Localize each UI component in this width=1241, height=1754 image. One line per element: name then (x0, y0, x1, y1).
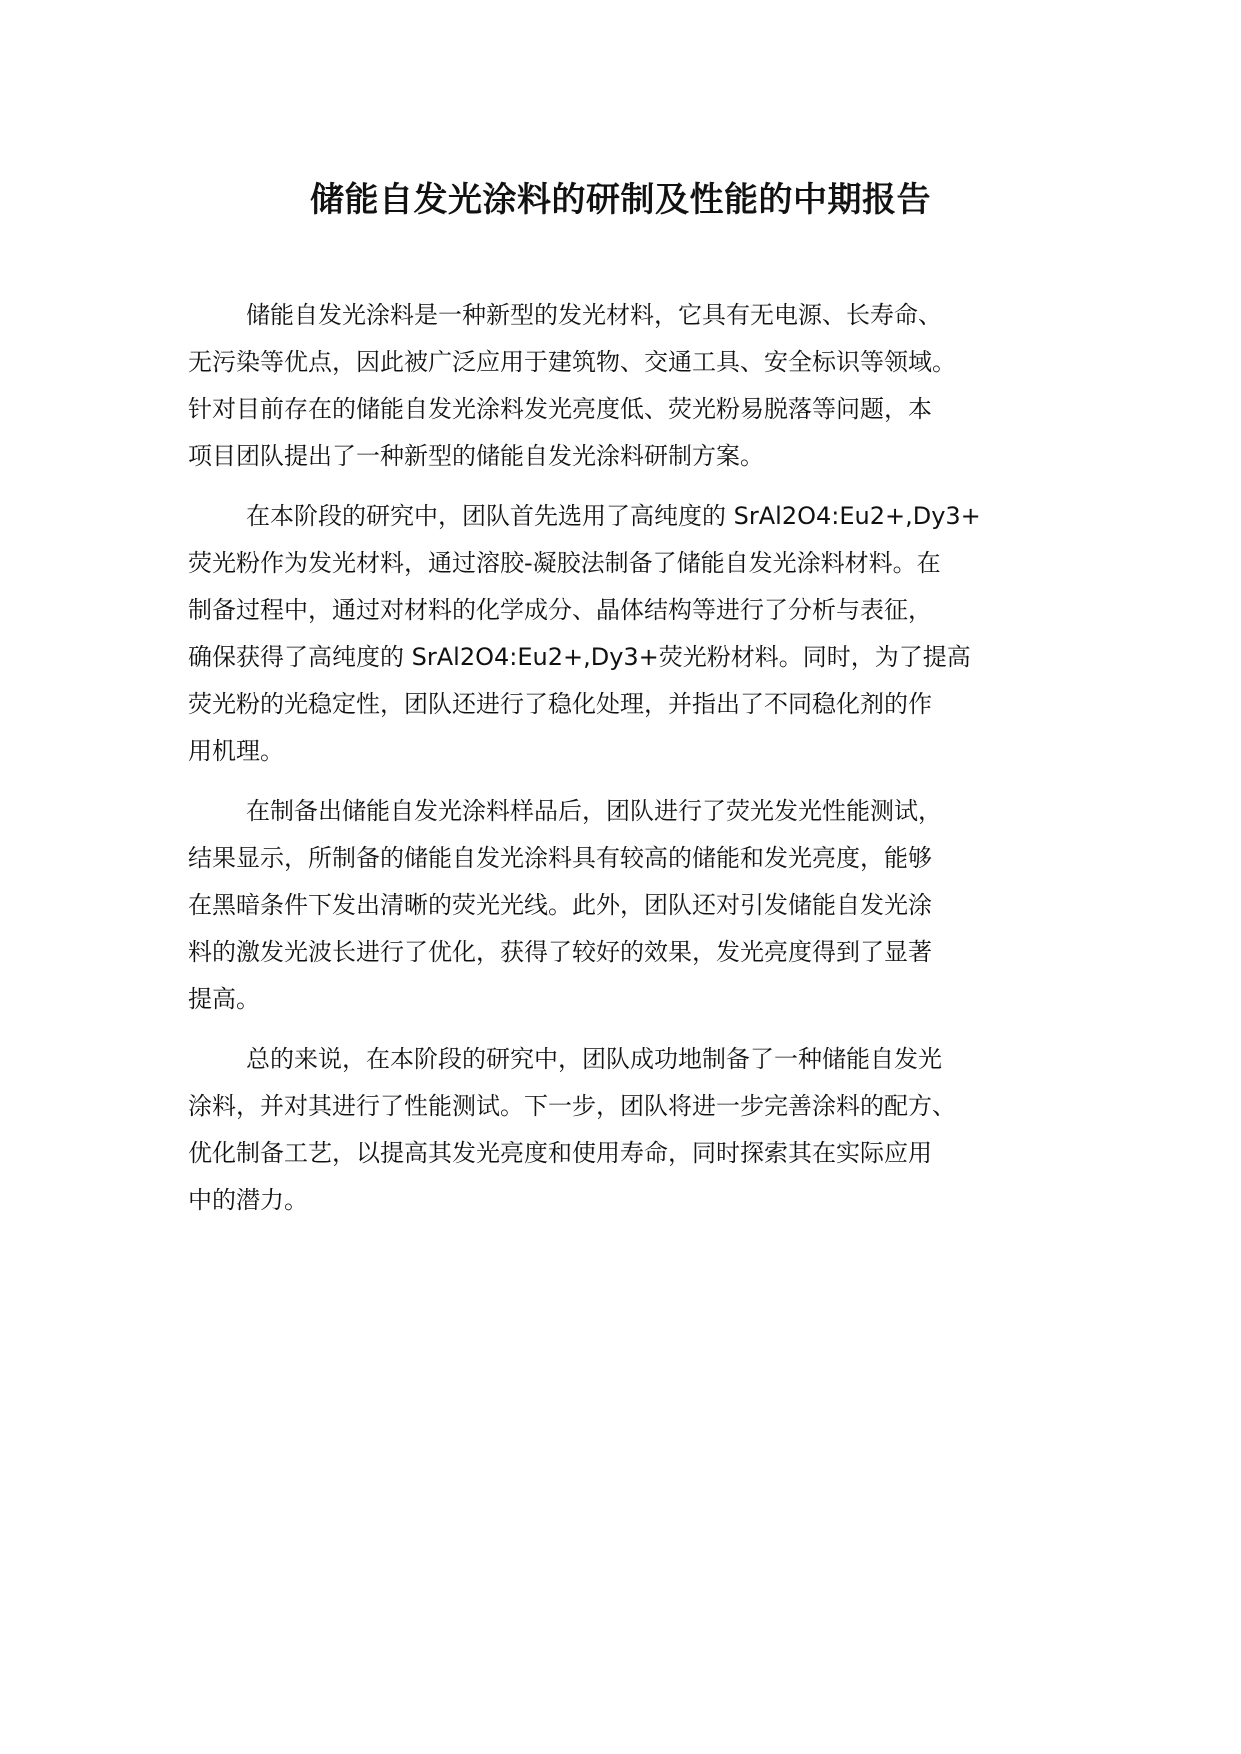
paragraph-line: 结果显示，所制备的储能自发光涂料具有较高的储能和发光亮度，能够 (188, 844, 932, 872)
paragraph-line: 涂料，并对其进行了性能测试。下一步，团队将进一步完善涂料的配方、 (188, 1092, 956, 1120)
paragraph-line: 中的潜力。 (188, 1186, 308, 1214)
paragraph-line: 项目团队提出了一种新型的储能自发光涂料研制方案。 (188, 442, 764, 470)
paragraph-3 (188, 788, 1088, 1023)
paragraph-line: 总的来说，在本阶段的研究中，团队成功地制备了一种储能自发光 (246, 1045, 942, 1073)
paragraph-line: 无污染等优点，因此被广泛应用于建筑物、交通工具、安全标识等领域。 (188, 348, 956, 376)
paragraph-line: 用机理。 (188, 737, 284, 765)
paragraph-line: 在制备出储能自发光涂料样品后，团队进行了荧光发光性能测试， (246, 797, 942, 825)
paragraph-4 (188, 1036, 1088, 1224)
document-body (188, 292, 1088, 1237)
paragraph-line: 确保获得了高纯度的 SrAl2O4:Eu2+,Dy3+荧光粉材料。同时，为了提高 (188, 643, 971, 671)
paragraph-line: 荧光粉作为发光材料，通过溶胶-凝胶法制备了储能自发光涂料材料。在 (188, 549, 941, 577)
paragraph-1 (188, 292, 1088, 480)
paragraph-line: 针对目前存在的储能自发光涂料发光亮度低、荧光粉易脱落等问题，本 (188, 395, 932, 423)
paragraph-line: 荧光粉的光稳定性，团队还进行了稳化处理，并指出了不同稳化剂的作 (188, 690, 932, 718)
paragraph-2 (188, 493, 1088, 775)
paragraph-line: 优化制备工艺，以提高其发光亮度和使用寿命，同时探索其在实际应用 (188, 1139, 932, 1167)
paragraph-line: 料的激发光波长进行了优化，获得了较好的效果，发光亮度得到了显著 (188, 938, 932, 966)
paragraph-line: 提高。 (188, 985, 260, 1013)
paragraph-line: 储能自发光涂料是一种新型的发光材料，它具有无电源、长寿命、 (246, 301, 942, 329)
paragraph-line: 在黑暗条件下发出清晰的荧光光线。此外，团队还对引发储能自发光涂 (188, 891, 932, 919)
paragraph-line: 在本阶段的研究中，团队首先选用了高纯度的 SrAl2O4:Eu2+,Dy3+ (246, 502, 981, 530)
paragraph-line: 制备过程中，通过对材料的化学成分、晶体结构等进行了分析与表征， (188, 596, 932, 624)
document-title: 储能自发光涂料的研制及性能的中期报告 (310, 180, 931, 220)
